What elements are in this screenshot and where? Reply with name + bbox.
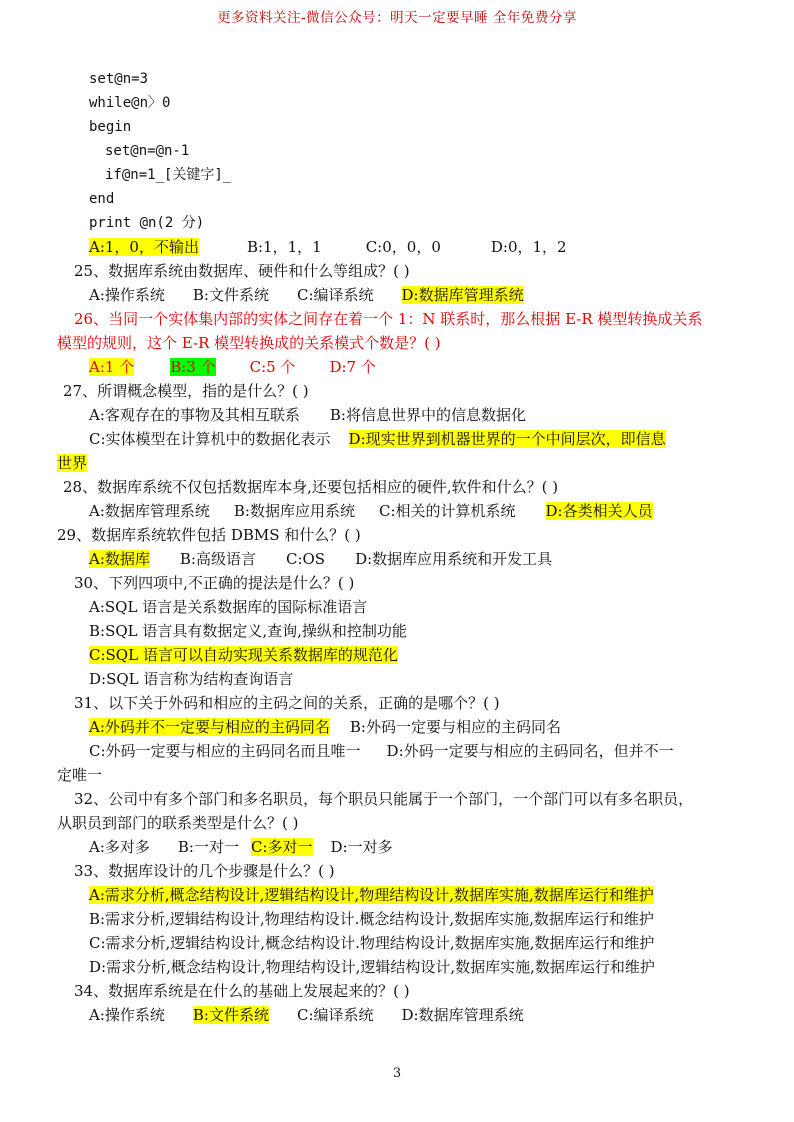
option-a: A:操作系统: [89, 286, 165, 304]
option-a: A:SQL 语言是关系数据库的国际标准语言: [89, 598, 368, 616]
options-row: [89, 716, 561, 738]
options-row: [89, 1004, 524, 1026]
option-d-answer-cont: 世界: [57, 454, 88, 472]
options-row: [89, 500, 653, 522]
options-row-cont: [57, 452, 87, 474]
options-row: [89, 236, 567, 258]
code-line: while@n〉0: [89, 95, 171, 111]
question-stem: 33、数据库设计的几个步骤是什么？( ): [74, 862, 335, 880]
options-row: [89, 644, 398, 666]
option-c: C:实体模型在计算机中的数据化表示: [89, 430, 331, 448]
question-stem: 31、以下关于外码和相应的主码之间的关系，正确的是哪个？( ): [74, 694, 500, 712]
options-row: [89, 548, 552, 570]
option-d-answer: D:数据库管理系统: [401, 286, 524, 304]
options-row: [89, 836, 393, 858]
option-d: D:0，1，2: [490, 238, 567, 256]
question-stem-cont: 从职员到部门的联系类型是什么？( ): [57, 814, 299, 832]
question-stem-cont: 模型的规则，这个 E-R 模型转换成的关系模式个数是？( ): [57, 334, 441, 352]
question-stem: 28、数据库系统不仅包括数据库本身,还要包括相应的硬件,软件和什么？( ): [63, 478, 559, 496]
option-a: A:数据库管理系统: [89, 502, 210, 520]
option-c: C:需求分析,逻辑结构设计,概念结构设计.物理结构设计,数据库实施,数据库运行和维护: [89, 934, 655, 952]
option-c: C:编译系统: [296, 1006, 374, 1024]
option-a: A:操作系统: [89, 1006, 165, 1024]
option-c: C:相关的计算机系统: [378, 502, 516, 520]
option-b: B:外码一定要与相应的主码同名: [349, 718, 561, 736]
options-row: [89, 428, 666, 450]
question-stem: 30、下列四项中,不正确的提法是什么？( ): [74, 574, 355, 592]
code-line: begin: [89, 119, 132, 135]
option-b: B:高级语言: [179, 550, 256, 568]
code-line: if@n=1_[关键字]_: [105, 167, 232, 183]
option-b: B:将信息世界中的信息数据化: [329, 406, 526, 424]
code-line: set@n=3: [89, 71, 149, 87]
option-a-answer: A:1，0，不输出: [89, 238, 199, 256]
option-b-answer: B:3 个: [170, 358, 216, 376]
option-c: C:编译系统: [296, 286, 374, 304]
question-stem: 25、数据库系统由数据库、硬件和什么等组成？( ): [74, 262, 410, 280]
options-row: [89, 884, 654, 906]
option-b: B:数据库应用系统: [233, 502, 355, 520]
option-b-answer: B:文件系统: [192, 1006, 269, 1024]
option-a: A:多对多: [89, 838, 150, 856]
options-row: [89, 356, 376, 378]
option-b: B:1，1，1: [246, 238, 322, 256]
option-d: D:需求分析,概念结构设计,物理结构设计,逻辑结构设计,数据库实施,数据库运行和维护: [89, 958, 655, 976]
option-d: D:一对多: [330, 838, 393, 856]
option-a-answer: A:数据库: [89, 550, 150, 568]
code-line: set@n=@n-1: [105, 143, 190, 159]
option-d: D:SQL 语言称为结构查询语言: [89, 670, 294, 688]
option-a-answer: A:1 个: [89, 358, 135, 376]
option-a-answer: A:需求分析,概念结构设计,逻辑结构设计,物理结构设计,数据库实施,数据库运行和维护: [89, 886, 654, 904]
option-c: C:0，0，0: [365, 238, 441, 256]
question-stem: 32、公司中有多个部门和多名职员，每个职员只能属于一个部门，一个部门可以有多名职员，: [74, 790, 694, 808]
question-stem: 27、所谓概念模型，指的是什么？( ): [63, 382, 309, 400]
option-b: B:SQL 语言具有数据定义,查询,操纵和控制功能: [89, 622, 407, 640]
option-d-answer: D:各类相关人员: [545, 502, 653, 520]
option-d-cont: 定唯一: [57, 766, 103, 784]
options-row: [89, 404, 526, 426]
page-number: 3: [392, 1066, 402, 1081]
option-c: C:外码一定要与相应的主码同名而且唯一: [89, 742, 361, 760]
code-line: print @n(2 分): [89, 215, 205, 231]
option-a: A:客观存在的事物及其相互联系: [89, 406, 300, 424]
option-d: D:7 个: [329, 358, 376, 376]
question-stem: 29、数据库系统软件包括 DBMS 和什么？( ): [57, 526, 361, 544]
options-row: [89, 740, 674, 762]
option-d: D:数据库应用系统和开发工具: [355, 550, 553, 568]
option-d: D:外码一定要与相应的主码同名，但并不一: [386, 742, 674, 760]
option-b: B:文件系统: [192, 286, 269, 304]
option-c: C:OS: [285, 550, 326, 568]
option-b: B:一对一: [177, 838, 239, 856]
question-stem: 26、当同一个实体集内部的实体之间存在着一个 1：N 联系时，那么根据 E-R 模型转换成关系: [74, 310, 703, 328]
option-d: D:数据库管理系统: [401, 1006, 524, 1024]
question-stem: 34、数据库系统是在什么的基础上发展起来的？( ): [74, 982, 410, 1000]
options-row: [89, 284, 524, 306]
option-c-answer: C:多对一: [250, 838, 313, 856]
option-b: B:需求分析,逻辑结构设计,物理结构设计.概念结构设计,数据库实施,数据库运行和维护: [89, 910, 654, 928]
option-c: C:5 个: [249, 358, 296, 376]
option-c-answer: C:SQL 语言可以自动实现关系数据库的规范化: [89, 646, 398, 664]
option-a-answer: A:外码并不一定要与相应的主码同名: [89, 718, 330, 736]
option-d-answer: D:现实世界到机器世界的一个中间层次，即信息: [348, 430, 666, 448]
header-banner: 更多资料关注-微信公众号：明天一定要早睡 全年免费分享: [217, 10, 577, 26]
code-line: end: [89, 191, 115, 207]
